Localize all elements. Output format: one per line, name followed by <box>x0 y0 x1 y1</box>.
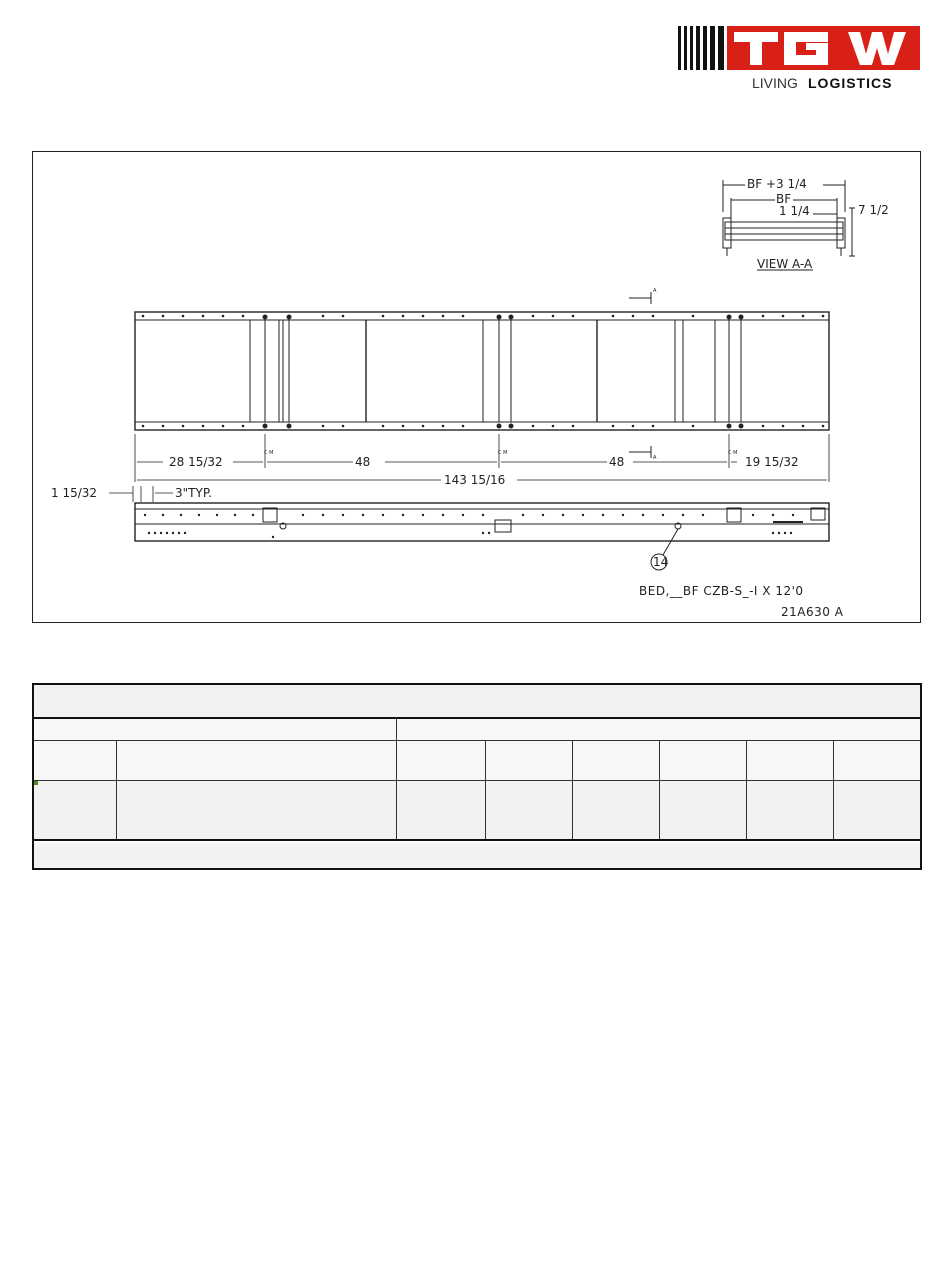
engineering-drawing <box>33 152 922 624</box>
table-group-cell <box>397 719 920 740</box>
dim-left: 28 15/32 <box>169 455 223 469</box>
table-group-row <box>34 719 920 741</box>
section-mark-bottom: A <box>653 455 657 461</box>
parts-table <box>32 683 922 870</box>
centerline-2: C M <box>498 450 508 456</box>
balloon-number: 14 <box>653 555 669 569</box>
table-footer-row <box>34 843 920 868</box>
table-row <box>34 781 920 841</box>
table-cell <box>397 781 486 839</box>
dim-overall-width: BF +3 1/4 <box>747 177 807 191</box>
dim-right: 19 15/32 <box>745 455 799 469</box>
centerline-3: C M <box>728 450 738 456</box>
table-header-cell <box>834 741 920 780</box>
table-header-cell <box>573 741 660 780</box>
plan-view <box>135 292 829 458</box>
table-header-cell <box>660 741 747 780</box>
table-header-cell <box>117 741 397 780</box>
table-cell <box>747 781 834 839</box>
dim-bf: BF <box>776 192 792 206</box>
table-header-row <box>34 741 920 781</box>
tagline-bold: LOGISTICS <box>808 75 893 91</box>
table-header-cell <box>486 741 573 780</box>
side-view-holes <box>144 514 794 538</box>
dim-mid-2: 48 <box>609 455 625 469</box>
table-cell <box>573 781 660 839</box>
view-label: VIEW A-A <box>757 257 813 271</box>
tgw-logo <box>676 22 922 92</box>
table-header-cell <box>747 741 834 780</box>
table-header-cell <box>34 741 117 780</box>
centerline-1: C M <box>264 450 274 456</box>
dim-mid-1: 48 <box>355 455 371 469</box>
dim-typ: 3"TYP. <box>175 486 212 500</box>
dim-total: 143 15/16 <box>444 473 506 487</box>
side-view <box>135 503 829 570</box>
tgw-logo-icon <box>676 22 922 92</box>
table-cell <box>486 781 573 839</box>
table-header-cell <box>397 741 486 780</box>
part-title: BED,__BF CZB-S_-I X 12'0 <box>639 584 804 598</box>
dim-height: 7 1/2 <box>858 203 889 217</box>
table-cell <box>834 781 920 839</box>
dim-inset: 1 1/4 <box>779 204 810 218</box>
table-group-cell <box>34 719 397 740</box>
section-mark-top: A <box>653 288 657 294</box>
table-title-row <box>34 685 920 719</box>
drawing-number: 21A630 A <box>781 605 844 619</box>
tagline-light: LIVING <box>752 75 798 91</box>
dim-end: 1 15/32 <box>51 486 98 500</box>
table-cell <box>660 781 747 839</box>
table-cell <box>117 781 397 839</box>
drawing-frame <box>32 151 921 623</box>
table-cell <box>34 781 117 839</box>
